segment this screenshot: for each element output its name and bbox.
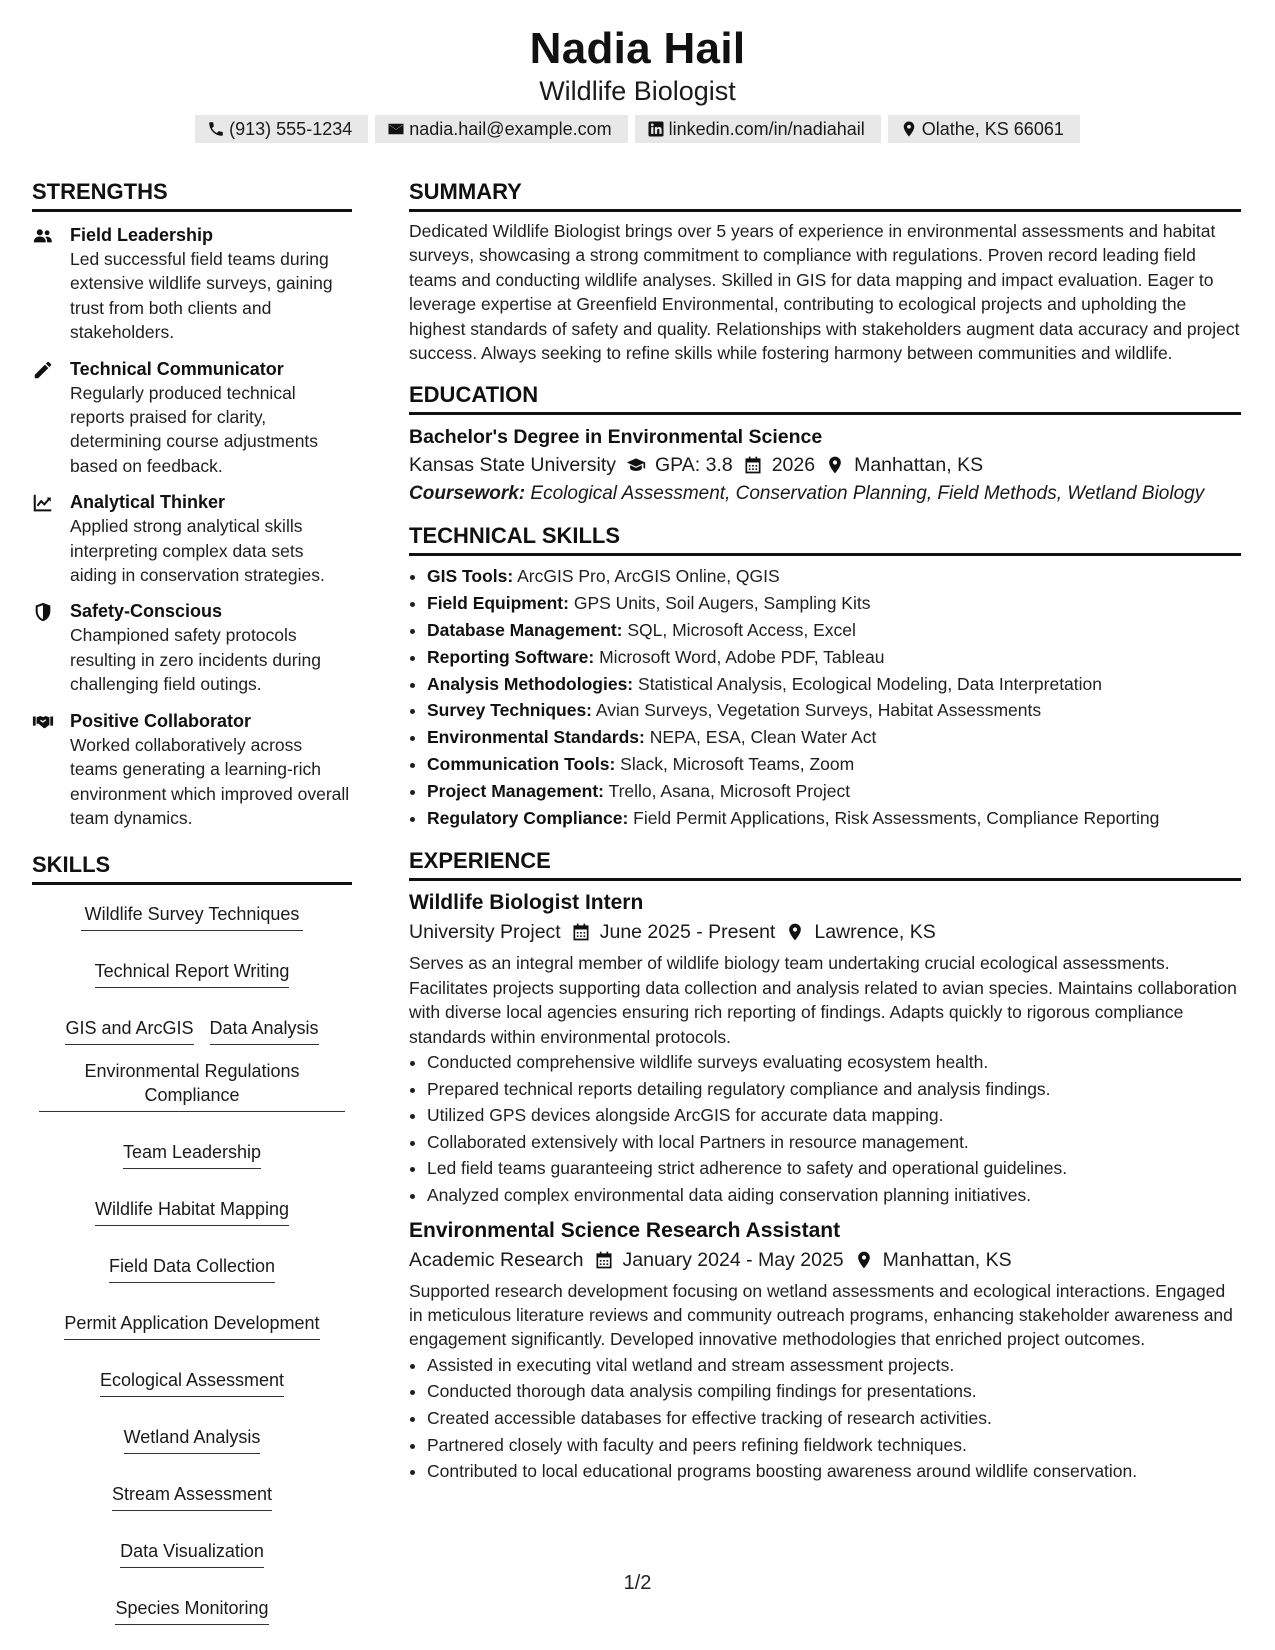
skill-tag: Environmental Regulations Compliance bbox=[39, 1059, 345, 1112]
graduation-year: 2026 bbox=[771, 454, 816, 477]
coursework-label: Coursework: bbox=[409, 483, 526, 505]
skill-tag: Field Data Collection bbox=[109, 1254, 275, 1283]
tech-skill-label: Field Equipment: bbox=[427, 593, 569, 614]
phone-icon bbox=[207, 120, 225, 138]
contact-email-text: nadia.hail@example.com bbox=[409, 119, 612, 139]
resume-header bbox=[0, 22, 1275, 143]
tech-skill-label: Reporting Software: bbox=[427, 646, 595, 667]
strength-description: Applied strong analytical skills interpreting complex data sets aiding in conservation strategies. bbox=[70, 516, 325, 586]
skill-tag: Stream Assessment bbox=[112, 1482, 272, 1511]
list-item bbox=[427, 751, 1241, 778]
list-item: • Utilized GPS devices alongside ArcGIS for accurate data mapping. bbox=[427, 1102, 1241, 1129]
degree-name: Bachelor's Degree in Environmental Science bbox=[409, 426, 823, 449]
tech-skill-label: Environmental Standards: bbox=[427, 727, 645, 748]
map-pin-icon bbox=[825, 455, 845, 475]
skill-tag: Team Leadership bbox=[123, 1140, 261, 1169]
tech-skill-value: Avian Surveys, Vegetation Surveys, Habitat Assessments bbox=[595, 700, 1042, 721]
technical-skills-list bbox=[409, 563, 1241, 831]
contact-email[interactable] bbox=[375, 115, 627, 143]
pencil-icon bbox=[32, 357, 70, 479]
list-item bbox=[427, 805, 1241, 832]
users-icon bbox=[32, 223, 70, 345]
strength-item bbox=[32, 223, 352, 345]
tech-skill-value: ArcGIS Pro, ArcGIS Online, QGIS bbox=[517, 566, 780, 587]
tech-skill-label: Analysis Methodologies: bbox=[427, 673, 634, 694]
shield-icon bbox=[32, 599, 70, 696]
tech-skill-value: SQL, Microsoft Access, Excel bbox=[627, 620, 856, 641]
list-item: • Prepared technical reports detailing regulatory compliance and analysis findings. bbox=[427, 1076, 1241, 1103]
linkedin-icon bbox=[647, 120, 665, 138]
list-item bbox=[427, 563, 1241, 590]
list-item: • Led field teams guaranteeing strict adherence to safety and operational guidelines. bbox=[427, 1155, 1241, 1182]
map-pin-icon bbox=[785, 922, 805, 942]
skill-tag: Wetland Analysis bbox=[124, 1425, 261, 1454]
contact-location-text: Olathe, KS 66061 bbox=[921, 119, 1064, 139]
job-summary: Serves as an integral member of wildlife biology team undertaking crucial ecological assessments. Facilitates projects supporting data collection and analysis related to avian species. Maintains collaboration with diverse local agencies ensuring rich reporting of findings. Adapts quickly to rigorous compliance standards within environmental protocols. bbox=[409, 953, 1237, 1047]
strength-item bbox=[32, 357, 352, 479]
experience-heading: EXPERIENCE bbox=[409, 847, 1241, 881]
tech-skill-value: NEPA, ESA, Clean Water Act bbox=[649, 727, 877, 748]
job-location: Lawrence, KS bbox=[814, 921, 936, 944]
skill-tag: Permit Application Development bbox=[64, 1311, 319, 1340]
contact-phone-text: (913) 555-1234 bbox=[229, 119, 353, 139]
gpa: GPA: 3.8 bbox=[655, 454, 733, 477]
contact-linkedin[interactable] bbox=[635, 115, 881, 143]
tech-skill-label: GIS Tools: bbox=[427, 566, 514, 587]
strength-description: Led successful field teams during extensive wildlife surveys, gaining trust from both clients and stakeholders. bbox=[70, 249, 333, 343]
tech-skill-label: Communication Tools: bbox=[427, 754, 616, 775]
tech-skill-label: Project Management: bbox=[427, 780, 604, 801]
skill-tag: Technical Report Writing bbox=[95, 959, 290, 988]
list-item: • Created accessible databases for effective tracking of research activities. bbox=[427, 1405, 1241, 1432]
list-item: • Assisted in executing vital wetland and stream assessment projects. bbox=[427, 1352, 1241, 1379]
skill-tag: Wildlife Survey Techniques bbox=[81, 902, 303, 931]
strength-item bbox=[32, 599, 352, 696]
list-item bbox=[427, 778, 1241, 805]
strength-title: Technical Communicator bbox=[70, 358, 284, 379]
education-meta bbox=[409, 450, 1241, 480]
calendar-icon bbox=[571, 922, 591, 942]
job-title: Wildlife Biologist Intern bbox=[409, 891, 644, 915]
page-number: 1/2 bbox=[623, 1572, 652, 1594]
skill-tag: Data Visualization bbox=[120, 1539, 264, 1568]
job-location: Manhattan, KS bbox=[882, 1248, 1012, 1271]
tech-skill-value: GPS Units, Soil Augers, Sampling Kits bbox=[573, 593, 871, 614]
tech-skill-value: Field Permit Applications, Risk Assessments, Compliance Reporting bbox=[633, 807, 1160, 828]
skills-list bbox=[32, 896, 352, 1625]
strength-title: Positive Collaborator bbox=[70, 710, 252, 731]
tech-skill-label: Database Management: bbox=[427, 620, 623, 641]
strength-description: Regularly produced technical reports praised for clarity, determining course adjustments based on feedback. bbox=[70, 382, 319, 476]
skill-tag: Ecological Assessment bbox=[100, 1368, 284, 1397]
job-bullets bbox=[409, 1352, 1241, 1485]
skill-tag: Wildlife Habitat Mapping bbox=[95, 1197, 289, 1226]
strength-item bbox=[32, 709, 352, 831]
summary-text: Dedicated Wildlife Biologist brings over 5 years of experience in environmental assessments and habitat surveys, showcasing a strong commitment to compliance with regulations. Proven record leading field teams and conducting wildlife analyses. Skilled in GIS for data mapping and impact evaluation. Eager to leverage expertise at Greenfield Environmental, contributing to ecological projects and upholding the highest standards of safety and quality. Relationships with stakeholders augment data accuracy and project success. Always seeking to refine skills while fostering harmony between communities and wildlife. bbox=[409, 221, 1240, 364]
contact-phone[interactable] bbox=[195, 115, 368, 143]
education-heading: EDUCATION bbox=[409, 381, 1241, 415]
strengths-heading: STRENGTHS bbox=[32, 178, 352, 212]
list-item: • Analyzed complex environmental data aiding conservation planning initiatives. bbox=[427, 1182, 1241, 1209]
calendar-icon bbox=[743, 455, 763, 475]
skill-tag: Species Monitoring bbox=[115, 1596, 268, 1625]
strength-description: Championed safety protocols resulting in zero incidents during challenging field outings. bbox=[70, 625, 321, 695]
tech-skill-label: Survey Techniques: bbox=[427, 700, 593, 721]
tech-skill-value: Statistical Analysis, Ecological Modeling, Data Interpretation bbox=[638, 673, 1103, 694]
candidate-title: Wildlife Biologist bbox=[539, 76, 736, 106]
list-item bbox=[427, 697, 1241, 724]
job-dates: June 2025 - Present bbox=[599, 921, 776, 944]
school-location: Manhattan, KS bbox=[854, 454, 984, 477]
skill-tag: GIS and ArcGIS bbox=[65, 1016, 193, 1045]
right-column bbox=[409, 178, 1241, 1485]
list-item bbox=[427, 590, 1241, 617]
strength-item bbox=[32, 490, 352, 587]
list-item: • Conducted thorough data analysis compiling findings for presentations. bbox=[427, 1378, 1241, 1405]
job-org: Academic Research bbox=[409, 1248, 584, 1271]
list-item bbox=[427, 617, 1241, 644]
list-item: • Contributed to local educational programs boosting awareness around wildlife conservation. bbox=[427, 1458, 1241, 1485]
map-pin-icon bbox=[900, 120, 918, 138]
left-column bbox=[32, 178, 352, 1625]
job-entry bbox=[409, 1217, 1241, 1485]
list-item: • Partnered closely with faculty and peers refining fieldwork techniques. bbox=[427, 1432, 1241, 1459]
contact-bar bbox=[0, 115, 1275, 143]
job-entry bbox=[409, 889, 1241, 1208]
graduation-cap-icon bbox=[626, 455, 646, 475]
job-title: Environmental Science Research Assistant bbox=[409, 1218, 841, 1242]
technical-skills-heading: TECHNICAL SKILLS bbox=[409, 522, 1241, 556]
tech-skill-value: Trello, Asana, Microsoft Project bbox=[608, 780, 851, 801]
job-meta bbox=[409, 917, 1241, 947]
skills-heading: SKILLS bbox=[32, 851, 352, 885]
coursework-list: Ecological Assessment, Conservation Planning, Field Methods, Wetland Biology bbox=[530, 483, 1205, 505]
strength-title: Field Leadership bbox=[70, 225, 214, 245]
strength-description: Worked collaboratively across teams generating a learning-rich environment which improved overall team dynamics. bbox=[70, 734, 350, 828]
summary-heading: SUMMARY bbox=[409, 178, 1241, 212]
job-summary: Supported research development focusing on wetland assessments and ecological interactions. Engaged in meticulous literature reviews and community outreach programs, enhancing stakeholder awareness and engagement significantly. Developed innovative methodologies that enriched project outcomes. bbox=[409, 1280, 1233, 1350]
chart-line-icon bbox=[32, 490, 70, 587]
strength-title: Safety-Conscious bbox=[70, 601, 223, 622]
contact-linkedin-text: linkedin.com/in/nadiahail bbox=[668, 119, 865, 139]
job-dates: January 2024 - May 2025 bbox=[622, 1248, 844, 1271]
list-item bbox=[427, 644, 1241, 671]
school-name: Kansas State University bbox=[409, 454, 617, 477]
tech-skill-value: Microsoft Word, Adobe PDF, Tableau bbox=[599, 646, 885, 667]
tech-skill-label: Regulatory Compliance: bbox=[427, 807, 629, 828]
calendar-icon bbox=[594, 1250, 614, 1270]
list-item: • Conducted comprehensive wildlife surveys evaluating ecosystem health. bbox=[427, 1049, 1241, 1076]
contact-location bbox=[888, 115, 1080, 143]
job-org: University Project bbox=[409, 921, 561, 944]
skill-tag: Data Analysis bbox=[210, 1016, 319, 1045]
strength-title: Analytical Thinker bbox=[70, 492, 226, 513]
coursework bbox=[409, 482, 1241, 506]
envelope-icon bbox=[387, 120, 405, 138]
list-item bbox=[427, 671, 1241, 698]
candidate-name: Nadia Hail bbox=[529, 24, 746, 73]
job-bullets bbox=[409, 1049, 1241, 1209]
list-item: • Collaborated extensively with local Partners in resource management. bbox=[427, 1129, 1241, 1156]
list-item bbox=[427, 724, 1241, 751]
map-pin-icon bbox=[854, 1250, 874, 1270]
job-meta bbox=[409, 1245, 1241, 1275]
tech-skill-value: Slack, Microsoft Teams, Zoom bbox=[620, 754, 855, 775]
handshake-icon bbox=[32, 709, 70, 831]
